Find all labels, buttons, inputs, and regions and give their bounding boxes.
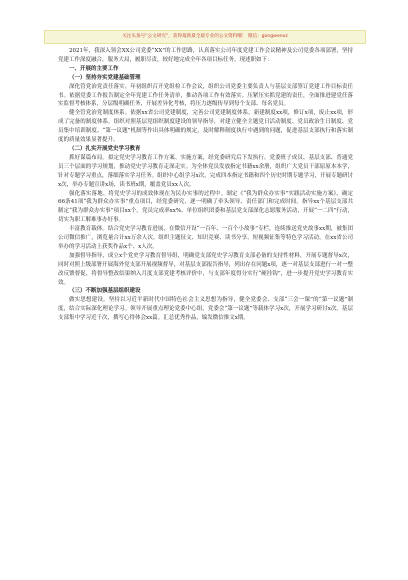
paragraph-responsibility: 深化管党治党责任落实。年初组织召开党组检工作会议，组织公司党委主要负责人与基层支部签订党建工作目标责任书。依据党委工作报告制定全年党建工作任务清单，推动各项工作有效落实。压紧压实抓党建的责任，全面推进建党任落实监督考核体系，分层级明确任务，开展差异化考核，将压力逐级传导到每个支部、每名党员。 <box>58 83 353 108</box>
paragraph-supervision: 加强督导指导，成立x个党史学习教育督导组，明确党支部党史学习教育支部必备的支持性材料，开展专题督导x次，同时对照上级部署开展海外党支部开展视频督导，对基层支部报告指导，列出存在问题x项，逐一对基层支部进行一对一整改反馈督促，将督导整改结果纳入月度支部党建考核评价中，与支部年度得分实行“硬挂钩”，进一步提升党史学习教育实效。 <box>58 252 353 286</box>
paragraph-education-carrier: 丰富教育载体。结合党史学习教育进展，在微信开设“一百年、一百个小故事”专栏，连续推送党史故事xx期，被集团公司微信推广，浏览量合计xx万余人次。组织主题征文、知识竞赛、读书分享、短视频征集等特色学习活动，在xx省公司举办的学习活动上获奖作品x个、x人次。 <box>58 226 353 250</box>
subheading-history-education: （二）扎实开展党史学习教育 <box>69 145 141 152</box>
promo-banner[interactable]: 关注头条号“公文研究”，获得最新最全最专业的公文资料哦！ 微信：gongwenxz <box>44 30 366 44</box>
paragraph-implementation: 强化落实落地。将党史学习的成效体现在为民办实事的过程中。制定《“我为群众办实事”实践活动实施方案》，确定66条41项“我为群众办实事”重点项目，经党委研究，逐一明确了牵头领导、责任部门和完成时间。指导xx个基层支部共制定“我为群众办实事”项目xx个。党员完成率xx%。单位组织团委和基层党支部深化志愿服务活动，开展“一二四”行动，切实为职工解难事办好事。 <box>58 190 353 224</box>
paragraph-institution: 健全管党治党制度体系。依据xx省公司党建制度，完善公司党建制度体系，新建制度xx项，修订x项，废止xx项，形成了完备的制度体系。组织对照基层党组织制度建设的领导指导，对建立健全主题党日活动制度、党员政治生日制度、党员集中培训制度、“第一议题”机制等作出具体明确的规定，及时解释制度执行中遇到的问题，促进基层支部执行和落实制度的质量效果显著提升。 <box>58 110 353 144</box>
subheading-grassroots: （三）不断加强基层组织建设 <box>69 288 141 295</box>
paragraph-planning: 抓好谋篇布局。拟定党史学习教育工作方案、实施方案，经党委研究后下发执行。党委班子成员、基层支部、普通党员三个层面的学习规划，推动党史学习教育走深走实。为全体党员发放指定书籍xx余册，组织广大党员干部原原本本学，针对专题学习重点，落细落实学习任务。组织中心组学习x次，完成四本指定书籍和四个历史时期专题学习，开展专题研讨x次，举办专题宣讲x场，读书班x期，覆盖党员xx人次。 <box>58 154 353 188</box>
section-heading-main-work: 一、开展的主要工作 <box>69 65 119 72</box>
document-body <box>58 47 353 323</box>
intro-paragraph: 2021年，我深入领会XX公司党委“XX”的工作思路，认真落实公司年度党建工作会议精神及公司党委各项部署，坚持党建工作深度融合，服务大局，履职尽责，较好地完成全年各项目标任务。现述职如下： <box>58 48 353 63</box>
subheading-party-building: （一）坚持夯实党建基础管理 <box>69 74 141 81</box>
paragraph-ideology: 做实思想建设。坚持以习近平新时代中国特色社会主义思想为指导，健全党委会、支部“三会一课”的“第一议题”制度，结合实际深化理论学习。领导开展重点理论党委中心组，党委会“第一议题”等载体学习x次，开展学习研讨x次。基层支部集中学习近千次，撰写心得体会xx篇。汇总优秀作品，编发微信推文x期。 <box>58 297 353 322</box>
